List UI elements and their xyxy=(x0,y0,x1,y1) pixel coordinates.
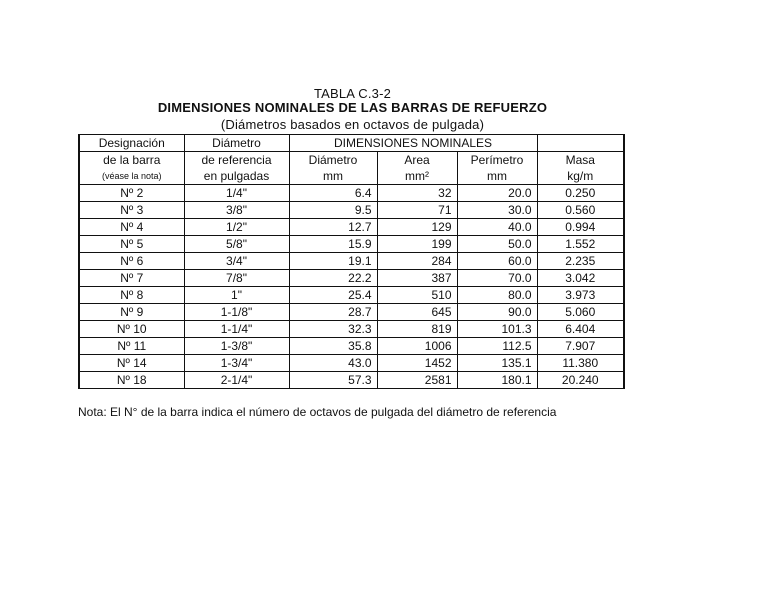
table-subtitle: (Diámetros basados en octavos de pulgada) xyxy=(220,117,485,132)
perimeter-mm: 135.1 xyxy=(457,355,537,372)
header-row-3 xyxy=(79,168,624,185)
header-designacion: Designación xyxy=(79,135,184,152)
nominal-diameter-mm: 32.3 xyxy=(289,321,377,338)
header-diametro-ref: Diámetro xyxy=(184,135,289,152)
reference-diameter: 3/8" xyxy=(184,202,289,219)
header-perimetro-unit: mm xyxy=(457,168,537,185)
perimeter-mm: 180.1 xyxy=(457,372,537,389)
rebar-dimensions-table xyxy=(78,134,625,389)
mass-kg-m: 3.042 xyxy=(537,270,624,287)
header-diametro-ref-2: de referencia xyxy=(184,152,289,169)
area-mm2: 1452 xyxy=(377,355,457,372)
area-mm2: 129 xyxy=(377,219,457,236)
reference-diameter: 1-1/4" xyxy=(184,321,289,338)
bar-designation: Nº 18 xyxy=(79,372,184,389)
bar-designation: Nº 9 xyxy=(79,304,184,321)
bar-designation: Nº 8 xyxy=(79,287,184,304)
header-diametro-ref-3: en pulgadas xyxy=(184,168,289,185)
mass-kg-m: 1.552 xyxy=(537,236,624,253)
table-row xyxy=(79,287,624,304)
nominal-diameter-mm: 12.7 xyxy=(289,219,377,236)
reference-diameter: 7/8" xyxy=(184,270,289,287)
nominal-diameter-mm: 57.3 xyxy=(289,372,377,389)
perimeter-mm: 50.0 xyxy=(457,236,537,253)
area-mm2: 2581 xyxy=(377,372,457,389)
header-masa: Masa xyxy=(537,152,624,169)
reference-diameter: 1" xyxy=(184,287,289,304)
nominal-diameter-mm: 19.1 xyxy=(289,253,377,270)
reference-diameter: 1-3/4" xyxy=(184,355,289,372)
nominal-diameter-mm: 35.8 xyxy=(289,338,377,355)
area-mm2: 510 xyxy=(377,287,457,304)
reference-diameter: 5/8" xyxy=(184,236,289,253)
perimeter-mm: 90.0 xyxy=(457,304,537,321)
header-perimetro: Perímetro xyxy=(457,152,537,169)
mass-kg-m: 3.973 xyxy=(537,287,624,304)
mass-kg-m: 0.250 xyxy=(537,185,624,202)
mass-kg-m: 6.404 xyxy=(537,321,624,338)
table-row xyxy=(79,219,624,236)
perimeter-mm: 40.0 xyxy=(457,219,537,236)
bar-designation: Nº 6 xyxy=(79,253,184,270)
table-row xyxy=(79,185,624,202)
nominal-diameter-mm: 6.4 xyxy=(289,185,377,202)
area-mm2: 71 xyxy=(377,202,457,219)
table-row xyxy=(79,253,624,270)
mass-kg-m: 5.060 xyxy=(537,304,624,321)
table-row xyxy=(79,202,624,219)
area-mm2: 32 xyxy=(377,185,457,202)
area-mm2: 284 xyxy=(377,253,457,270)
bar-designation: Nº 14 xyxy=(79,355,184,372)
table-row xyxy=(79,321,624,338)
mass-kg-m: 7.907 xyxy=(537,338,624,355)
table-title: DIMENSIONES NOMINALES DE LAS BARRAS DE REFUERZO xyxy=(157,100,548,115)
table-row xyxy=(79,236,624,253)
header-diametro-mm: Diámetro xyxy=(289,152,377,169)
perimeter-mm: 112.5 xyxy=(457,338,537,355)
perimeter-mm: 60.0 xyxy=(457,253,537,270)
area-mm2: 1006 xyxy=(377,338,457,355)
reference-diameter: 1-1/8" xyxy=(184,304,289,321)
header-group-dimensiones: DIMENSIONES NOMINALES xyxy=(289,135,537,152)
nominal-diameter-mm: 43.0 xyxy=(289,355,377,372)
header-masa-spacer xyxy=(537,135,624,152)
area-mm2: 819 xyxy=(377,321,457,338)
table-body xyxy=(79,185,624,389)
table-note: Nota: El N° de la barra indica el número de octavos de pulgada del diámetro de referencia xyxy=(78,405,557,419)
table-row xyxy=(79,372,624,389)
reference-diameter: 3/4" xyxy=(184,253,289,270)
bar-designation: Nº 10 xyxy=(79,321,184,338)
table-row xyxy=(79,355,624,372)
nominal-diameter-mm: 28.7 xyxy=(289,304,377,321)
mass-kg-m: 11.380 xyxy=(537,355,624,372)
header-masa-unit: kg/m xyxy=(537,168,624,185)
mass-kg-m: 20.240 xyxy=(537,372,624,389)
reference-diameter: 1/2" xyxy=(184,219,289,236)
area-mm2: 199 xyxy=(377,236,457,253)
bar-designation: Nº 7 xyxy=(79,270,184,287)
header-diametro-unit: mm xyxy=(289,168,377,185)
mass-kg-m: 2.235 xyxy=(537,253,624,270)
reference-diameter: 1/4" xyxy=(184,185,289,202)
header-row-1 xyxy=(79,135,624,152)
area-mm2: 387 xyxy=(377,270,457,287)
bar-designation: Nº 3 xyxy=(79,202,184,219)
header-row-2 xyxy=(79,152,624,169)
header-designacion-3: (véase la nota) xyxy=(79,168,184,185)
bar-designation: Nº 4 xyxy=(79,219,184,236)
header-designacion-2: de la barra xyxy=(79,152,184,169)
table-row xyxy=(79,338,624,355)
reference-diameter: 1-3/8" xyxy=(184,338,289,355)
area-mm2: 645 xyxy=(377,304,457,321)
perimeter-mm: 80.0 xyxy=(457,287,537,304)
nominal-diameter-mm: 9.5 xyxy=(289,202,377,219)
nominal-diameter-mm: 22.2 xyxy=(289,270,377,287)
header-area: Area xyxy=(377,152,457,169)
bar-designation: Nº 2 xyxy=(79,185,184,202)
perimeter-mm: 70.0 xyxy=(457,270,537,287)
mass-kg-m: 0.560 xyxy=(537,202,624,219)
table-number: TABLA C.3-2 xyxy=(313,86,392,101)
perimeter-mm: 30.0 xyxy=(457,202,537,219)
reference-diameter: 2-1/4" xyxy=(184,372,289,389)
perimeter-mm: 20.0 xyxy=(457,185,537,202)
perimeter-mm: 101.3 xyxy=(457,321,537,338)
header-area-unit: mm² xyxy=(377,168,457,185)
bar-designation: Nº 11 xyxy=(79,338,184,355)
nominal-diameter-mm: 15.9 xyxy=(289,236,377,253)
bar-designation: Nº 5 xyxy=(79,236,184,253)
mass-kg-m: 0.994 xyxy=(537,219,624,236)
table-row xyxy=(79,270,624,287)
nominal-diameter-mm: 25.4 xyxy=(289,287,377,304)
table-row xyxy=(79,304,624,321)
